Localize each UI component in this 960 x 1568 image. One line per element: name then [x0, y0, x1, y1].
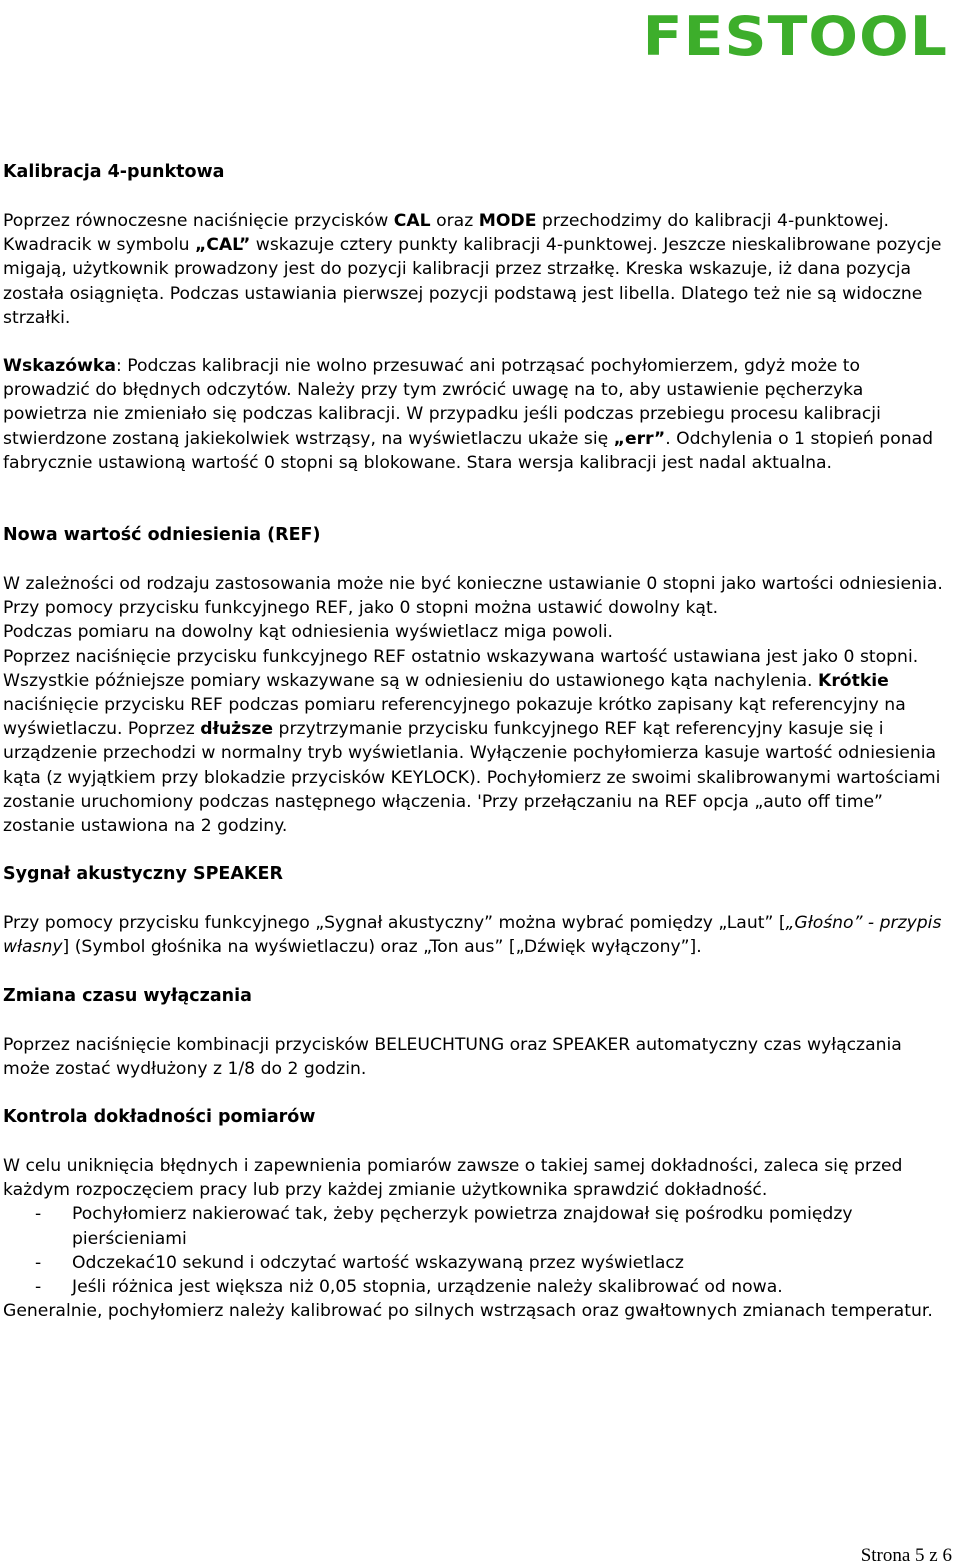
- paragraph: Poprzez naciśnięcie kombinacji przycisków BELEUCHTUNG oraz SPEAKER automatyczny czas wyłączania może zostać wydłużony z 1/8 do 2 godzin.: [3, 1034, 902, 1079]
- paragraph: Poprzez równoczesne naciśnięcie przycisków CAL oraz MODE przechodzimy do kalibracji 4-punktowej.: [3, 211, 889, 231]
- list-item: - Jeśli różnica jest większa niż 0,05 stopnia, urządzenie należy skalibrować od nowa.: [3, 1275, 947, 1299]
- paragraph: Przy pomocy przycisku funkcyjnego „Sygnał akustyczny” można wybrać pomiędzy „Laut” [„Głośno” - przypis własny] (Symbol głośnika na wyświetlaczu) oraz „Ton aus” [„Dźwięk wyłączony”].: [3, 913, 942, 958]
- page-content: [3, 160, 947, 1324]
- paragraph: Poprzez naciśnięcie przycisku funkcyjnego REF ostatnio wskazywana wartość ustawiana jest jako 0 stopni. Wszystkie późniejsze pomiary wskazywane są w odniesieniu do ustawionego kąta nachylenia. Krótkie naciśnięcie przycisku REF podczas pomiaru referencyjnego pokazuje krótko zapisany kąt referencyjny na wyświetlaczu. Poprzez dłuższe przytrzymanie przycisku funkcyjnego REF kąt referencyjny kasuje się i urządzenie przechodzi w normalny tryb wyświetlania. Wyłączenie pochyłomierza kasuje wartość odniesienia kąta (z wyjątkiem przy blokadzie przycisków KEYLOCK). Pochyłomierz ze swoimi skalibrowanymi wartościami zostanie uruchomiony podczas następnego włączenia. 'Przy przełączaniu na REF opcja „auto off time” zostanie ustawiona na 2 godziny.: [3, 646, 941, 837]
- festool-logo: FESTOOL: [642, 5, 948, 68]
- list-item: - Odczekać10 sekund i odczytać wartość wskazywaną przez wyświetlacz: [3, 1251, 947, 1275]
- section-title-speaker: Sygnał akustyczny SPEAKER: [3, 864, 283, 885]
- list-item: - Pochyłomierz nakierować tak, żeby pęcherzyk powietrza znajdował się pośrodku pomiędzy pierścieniami: [3, 1202, 947, 1250]
- section-title-accuracy: Kontrola dokładności pomiarów: [3, 1107, 316, 1128]
- paragraph: Kwadracik w symbolu „CAL” wskazuje cztery punkty kalibracji 4-punktowej. Jeszcze nieskalibrowane pozycje migają, użytkownik prowadzony jest do pozycji kalibracji przez strzałkę. Kreska wskazuje, iż dana pozycja została osiągnięta. Podczas ustawiania pierwszej pozycji podstawą jest libella. Dlatego też nie są widoczne strzałki.: [3, 235, 942, 328]
- paragraph: W zależności od rodzaju zastosowania może nie być konieczne ustawianie 0 stopni jako wartości odniesienia. Przy pomocy przycisku funkcyjnego REF, jako 0 stopni można ustawić dowolny kąt.: [3, 574, 943, 619]
- paragraph: Podczas pomiaru na dowolny kąt odniesienia wyświetlacz miga powoli.: [3, 622, 614, 643]
- note-paragraph: Wskazówka: Podczas kalibracji nie wolno przesuwać ani potrząsać pochyłomierzem, gdyż może to prowadzić do błędnych odczytów. Należy przy tym zwrócić uwagę na to, aby ustawienie pęcherzyka powietrza nie zmieniało się podczas kalibracji. W przypadku jeśli podczas przebiegu procesu kalibracji stwierdzone zostaną jakiekolwiek wstrząsy, na wyświetlaczu ukaże się „err”. Odchylenia o 1 stopień ponad fabrycznie ustawioną wartość 0 stopni są blokowane. Stara wersja kalibracji jest nadal aktualna.: [3, 356, 934, 473]
- check-steps-list: [3, 1202, 947, 1299]
- section-title-shutoff: Zmiana czasu wyłączania: [3, 985, 252, 1006]
- paragraph: W celu uniknięcia błędnych i zapewnienia pomiarów zawsze o takiej samej dokładności, zaleca się przed każdym rozpoczęciem pracy lub przy każdej zmianie użytkownika sprawdzić dokładność.: [3, 1156, 903, 1201]
- paragraph: Generalnie, pochyłomierz należy kalibrować po silnych wstrząsach oraz gwałtownych zmianach temperatur.: [3, 1301, 933, 1322]
- section-title-calibration: Kalibracja 4-punktowa: [3, 162, 225, 182]
- page-number: Strona 5 z 6: [860, 1545, 952, 1566]
- section-title-ref: Nowa wartość odniesienia (REF): [3, 525, 321, 546]
